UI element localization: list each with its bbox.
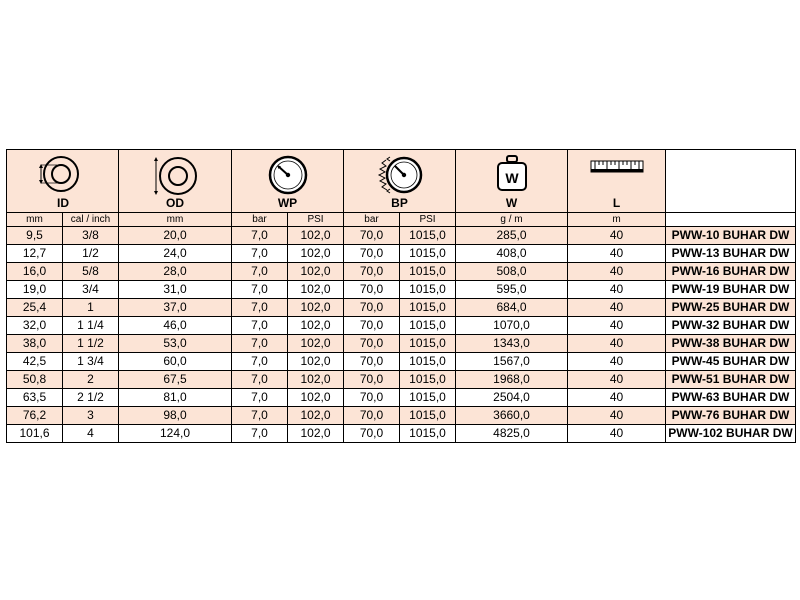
cell-id-mm: 38,0 xyxy=(7,335,63,353)
cell-bp-bar: 70,0 xyxy=(344,425,400,443)
l-header-cell xyxy=(568,150,666,213)
cell-id-mm: 42,5 xyxy=(7,353,63,371)
cell-wp-psi: 102,0 xyxy=(288,407,344,425)
unit-weight: g / m xyxy=(456,213,568,227)
cell-bp-bar: 70,0 xyxy=(344,317,400,335)
cell-od-mm: 60,0 xyxy=(119,353,232,371)
table-row xyxy=(7,353,796,371)
cell-bp-psi: 1015,0 xyxy=(400,227,456,245)
cell-wp-bar: 7,0 xyxy=(232,317,288,335)
cell-bp-psi: 1015,0 xyxy=(400,245,456,263)
cell-length: 40 xyxy=(568,281,666,299)
cell-product-code: PWW-10 BUHAR DW xyxy=(666,227,796,245)
cell-wp-bar: 7,0 xyxy=(232,371,288,389)
cell-bp-psi: 1015,0 xyxy=(400,353,456,371)
cell-product-code: PWW-51 BUHAR DW xyxy=(666,371,796,389)
cell-length: 40 xyxy=(568,353,666,371)
id-header-cell xyxy=(7,150,119,213)
cell-wp-bar: 7,0 xyxy=(232,299,288,317)
table-row xyxy=(7,389,796,407)
weight-icon xyxy=(495,154,529,194)
cell-wp-psi: 102,0 xyxy=(288,389,344,407)
unit-row xyxy=(7,213,796,227)
cell-wp-bar: 7,0 xyxy=(232,245,288,263)
cell-id-inch: 1 1/2 xyxy=(63,335,119,353)
unit-length: m xyxy=(568,213,666,227)
cell-id-inch: 5/8 xyxy=(63,263,119,281)
cell-bp-psi: 1015,0 xyxy=(400,281,456,299)
cell-od-mm: 28,0 xyxy=(119,263,232,281)
cell-length: 40 xyxy=(568,317,666,335)
cell-bp-bar: 70,0 xyxy=(344,389,400,407)
cell-id-mm: 25,4 xyxy=(7,299,63,317)
cell-bp-psi: 1015,0 xyxy=(400,425,456,443)
cell-od-mm: 46,0 xyxy=(119,317,232,335)
cell-length: 40 xyxy=(568,407,666,425)
cell-bp-psi: 1015,0 xyxy=(400,371,456,389)
cell-weight: 3660,0 xyxy=(456,407,568,425)
cell-product-code: PWW-45 BUHAR DW xyxy=(666,353,796,371)
hose-spec-table xyxy=(6,149,796,443)
unit-bp-psi: PSI xyxy=(400,213,456,227)
cell-id-inch: 3 xyxy=(63,407,119,425)
cell-od-mm: 124,0 xyxy=(119,425,232,443)
cell-id-inch: 1 1/4 xyxy=(63,317,119,335)
cell-wp-bar: 7,0 xyxy=(232,227,288,245)
w-header-label: W xyxy=(505,196,518,210)
cell-wp-psi: 102,0 xyxy=(288,245,344,263)
unit-od-mm: mm xyxy=(119,213,232,227)
cell-od-mm: 98,0 xyxy=(119,407,232,425)
unit-id-mm: mm xyxy=(7,213,63,227)
cell-wp-bar: 7,0 xyxy=(232,407,288,425)
cell-weight: 1968,0 xyxy=(456,371,568,389)
table-row xyxy=(7,335,796,353)
cell-product-code: PWW-63 BUHAR DW xyxy=(666,389,796,407)
table-row xyxy=(7,245,796,263)
cell-bp-bar: 70,0 xyxy=(344,263,400,281)
unit-bp-bar: bar xyxy=(344,213,400,227)
cell-id-mm: 12,7 xyxy=(7,245,63,263)
cell-weight: 1567,0 xyxy=(456,353,568,371)
pressure-gauge-icon xyxy=(265,154,311,196)
cell-id-inch: 2 1/2 xyxy=(63,389,119,407)
cell-product-code: PWW-19 BUHAR DW xyxy=(666,281,796,299)
bp-header-cell xyxy=(344,150,456,213)
cell-wp-bar: 7,0 xyxy=(232,263,288,281)
cell-id-inch: 3/4 xyxy=(63,281,119,299)
cell-bp-bar: 70,0 xyxy=(344,245,400,263)
burst-pressure-gauge-icon xyxy=(372,154,428,196)
table-row xyxy=(7,425,796,443)
cell-wp-psi: 102,0 xyxy=(288,263,344,281)
table-row xyxy=(7,407,796,425)
cell-product-code: PWW-13 BUHAR DW xyxy=(666,245,796,263)
cell-od-mm: 67,5 xyxy=(119,371,232,389)
hose-outer-diameter-icon xyxy=(150,154,200,198)
cell-wp-psi: 102,0 xyxy=(288,371,344,389)
table-row xyxy=(7,299,796,317)
cell-wp-bar: 7,0 xyxy=(232,389,288,407)
cell-id-mm: 63,5 xyxy=(7,389,63,407)
cell-id-inch: 1 xyxy=(63,299,119,317)
cell-weight: 285,0 xyxy=(456,227,568,245)
cell-weight: 684,0 xyxy=(456,299,568,317)
cell-length: 40 xyxy=(568,425,666,443)
cell-weight: 1343,0 xyxy=(456,335,568,353)
cell-weight: 2504,0 xyxy=(456,389,568,407)
cell-bp-bar: 70,0 xyxy=(344,335,400,353)
cell-id-inch: 1/2 xyxy=(63,245,119,263)
cell-bp-bar: 70,0 xyxy=(344,407,400,425)
cell-bp-psi: 1015,0 xyxy=(400,263,456,281)
cell-length: 40 xyxy=(568,389,666,407)
cell-od-mm: 37,0 xyxy=(119,299,232,317)
cell-bp-psi: 1015,0 xyxy=(400,299,456,317)
od-header-cell xyxy=(119,150,232,213)
cell-od-mm: 20,0 xyxy=(119,227,232,245)
cell-bp-bar: 70,0 xyxy=(344,281,400,299)
cell-bp-psi: 1015,0 xyxy=(400,407,456,425)
cell-bp-bar: 70,0 xyxy=(344,371,400,389)
cell-weight: 595,0 xyxy=(456,281,568,299)
cell-id-mm: 16,0 xyxy=(7,263,63,281)
cell-weight: 408,0 xyxy=(456,245,568,263)
weight-icon-letter: W xyxy=(504,170,519,186)
cell-od-mm: 81,0 xyxy=(119,389,232,407)
l-header-label: L xyxy=(612,196,621,210)
cell-od-mm: 53,0 xyxy=(119,335,232,353)
cell-id-inch: 2 xyxy=(63,371,119,389)
cell-id-mm: 19,0 xyxy=(7,281,63,299)
cell-product-code: PWW-76 BUHAR DW xyxy=(666,407,796,425)
cell-wp-bar: 7,0 xyxy=(232,425,288,443)
cell-length: 40 xyxy=(568,371,666,389)
table-row xyxy=(7,227,796,245)
cell-wp-bar: 7,0 xyxy=(232,335,288,353)
id-header-label: ID xyxy=(57,196,69,210)
table-row xyxy=(7,317,796,335)
cell-wp-psi: 102,0 xyxy=(288,335,344,353)
cell-weight: 4825,0 xyxy=(456,425,568,443)
cell-wp-psi: 102,0 xyxy=(288,299,344,317)
bp-header-label: BP xyxy=(391,196,408,210)
cell-product-code: PWW-25 BUHAR DW xyxy=(666,299,796,317)
cell-wp-psi: 102,0 xyxy=(288,281,344,299)
cell-bp-psi: 1015,0 xyxy=(400,389,456,407)
cell-length: 40 xyxy=(568,299,666,317)
unit-code-blank xyxy=(666,213,796,227)
unit-id-inch: cal / inch xyxy=(63,213,119,227)
cell-wp-bar: 7,0 xyxy=(232,281,288,299)
w-header-cell xyxy=(456,150,568,213)
cell-wp-psi: 102,0 xyxy=(288,227,344,245)
cell-wp-psi: 102,0 xyxy=(288,317,344,335)
table-row xyxy=(7,371,796,389)
icon-header-row xyxy=(7,150,796,213)
cell-weight: 1070,0 xyxy=(456,317,568,335)
wp-header-label: WP xyxy=(277,196,298,210)
cell-id-inch: 1 3/4 xyxy=(63,353,119,371)
cell-id-mm: 101,6 xyxy=(7,425,63,443)
od-header-label: OD xyxy=(166,196,184,210)
cell-bp-bar: 70,0 xyxy=(344,227,400,245)
cell-weight: 508,0 xyxy=(456,263,568,281)
unit-wp-bar: bar xyxy=(232,213,288,227)
table-row xyxy=(7,263,796,281)
hose-inner-diameter-icon xyxy=(35,154,85,194)
code-header-cell xyxy=(666,150,796,213)
cell-id-mm: 76,2 xyxy=(7,407,63,425)
cell-wp-psi: 102,0 xyxy=(288,353,344,371)
cell-length: 40 xyxy=(568,263,666,281)
cell-bp-psi: 1015,0 xyxy=(400,335,456,353)
cell-wp-psi: 102,0 xyxy=(288,425,344,443)
cell-od-mm: 31,0 xyxy=(119,281,232,299)
cell-length: 40 xyxy=(568,245,666,263)
cell-od-mm: 24,0 xyxy=(119,245,232,263)
cell-id-mm: 9,5 xyxy=(7,227,63,245)
cell-bp-bar: 70,0 xyxy=(344,299,400,317)
cell-length: 40 xyxy=(568,335,666,353)
ruler-icon xyxy=(590,160,644,174)
cell-id-inch: 4 xyxy=(63,425,119,443)
cell-product-code: PWW-16 BUHAR DW xyxy=(666,263,796,281)
cell-id-inch: 3/8 xyxy=(63,227,119,245)
cell-product-code: PWW-32 BUHAR DW xyxy=(666,317,796,335)
cell-product-code: PWW-102 BUHAR DW xyxy=(666,425,796,443)
cell-bp-bar: 70,0 xyxy=(344,353,400,371)
cell-bp-psi: 1015,0 xyxy=(400,317,456,335)
wp-header-cell xyxy=(232,150,344,213)
cell-length: 40 xyxy=(568,227,666,245)
table-row xyxy=(7,281,796,299)
cell-id-mm: 32,0 xyxy=(7,317,63,335)
cell-product-code: PWW-38 BUHAR DW xyxy=(666,335,796,353)
cell-wp-bar: 7,0 xyxy=(232,353,288,371)
cell-id-mm: 50,8 xyxy=(7,371,63,389)
unit-wp-psi: PSI xyxy=(288,213,344,227)
